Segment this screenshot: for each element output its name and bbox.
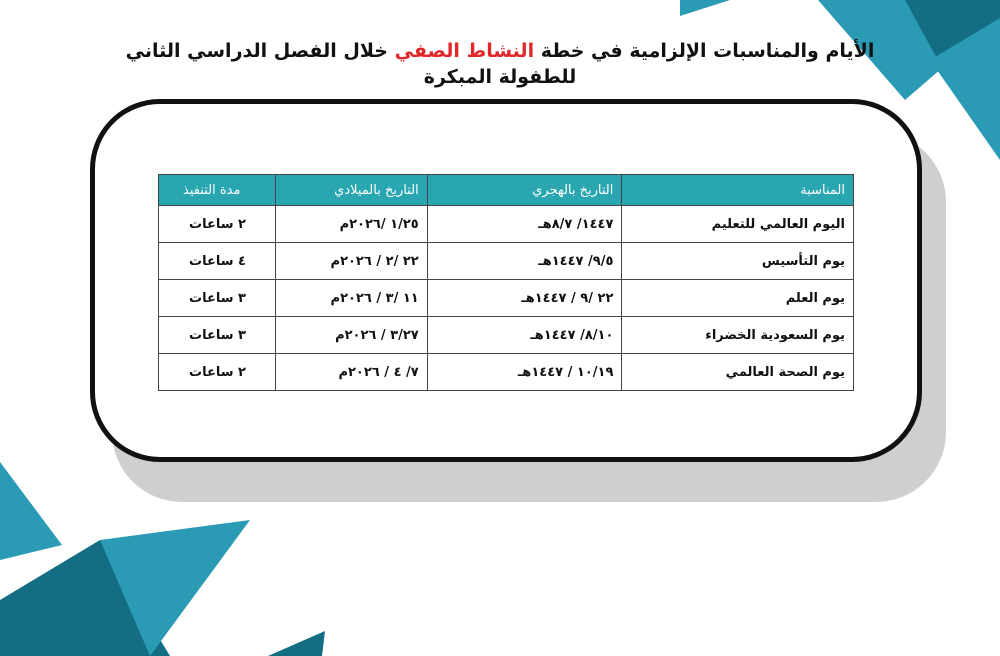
cell-gregorian: ١١ /٣ / ٢٠٢٦م xyxy=(275,280,427,317)
header-occasion: المناسبة xyxy=(622,175,854,206)
cell-hijri: ٢٢ /٩ / ١٤٤٧هـ xyxy=(427,280,622,317)
cell-occasion: يوم السعودية الخضراء xyxy=(622,317,854,354)
header-gregorian: التاريخ بالميلادي xyxy=(275,175,427,206)
cell-hijri: ٨/١٠/ ١٤٤٧هـ xyxy=(427,317,622,354)
table-row xyxy=(159,354,854,391)
cell-gregorian: ٣/٢٧ / ٢٠٢٦م xyxy=(275,317,427,354)
title-part-1: الأيام والمناسبات الإلزامية في خطة xyxy=(534,40,875,62)
cell-hijri: ١٠/١٩ / ١٤٤٧هـ xyxy=(427,354,622,391)
cell-duration: ٤ ساعات xyxy=(159,243,276,280)
table-row xyxy=(159,317,854,354)
cell-gregorian: ٢٢ /٢ / ٢٠٢٦م xyxy=(275,243,427,280)
cell-hijri: ١٤٤٧/ ٨/٧هـ xyxy=(427,206,622,243)
table-row xyxy=(159,243,854,280)
cell-duration: ٢ ساعات xyxy=(159,206,276,243)
cell-gregorian: ٧/ ٤ / ٢٠٢٦م xyxy=(275,354,427,391)
page-title xyxy=(120,38,880,90)
title-line-2: للطفولة المبكرة xyxy=(423,66,577,88)
occasions-table xyxy=(158,174,854,391)
decor-triangle-bottom-4 xyxy=(268,631,325,656)
title-part-2: خلال الفصل الدراسي الثاني xyxy=(125,40,395,62)
decor-triangle-bottom-1 xyxy=(0,462,62,560)
table-row xyxy=(159,206,854,243)
cell-gregorian: ١/٢٥ /٢٠٢٦م xyxy=(275,206,427,243)
cell-duration: ٣ ساعات xyxy=(159,280,276,317)
table-header-row xyxy=(159,175,854,206)
cell-hijri: ٩/٥/ ١٤٤٧هـ xyxy=(427,243,622,280)
cell-occasion: اليوم العالمي للتعليم xyxy=(622,206,854,243)
header-duration: مدة التنفيذ xyxy=(159,175,276,206)
cell-duration: ٣ ساعات xyxy=(159,317,276,354)
cell-duration: ٢ ساعات xyxy=(159,354,276,391)
cell-occasion: يوم الصحة العالمي xyxy=(622,354,854,391)
table-row xyxy=(159,280,854,317)
header-hijri: التاريخ بالهجري xyxy=(427,175,622,206)
decor-triangle-top-1 xyxy=(680,0,730,16)
cell-occasion: يوم العلم xyxy=(622,280,854,317)
title-highlight: النشاط الصفي xyxy=(394,40,535,62)
cell-occasion: يوم التأسيس xyxy=(622,243,854,280)
